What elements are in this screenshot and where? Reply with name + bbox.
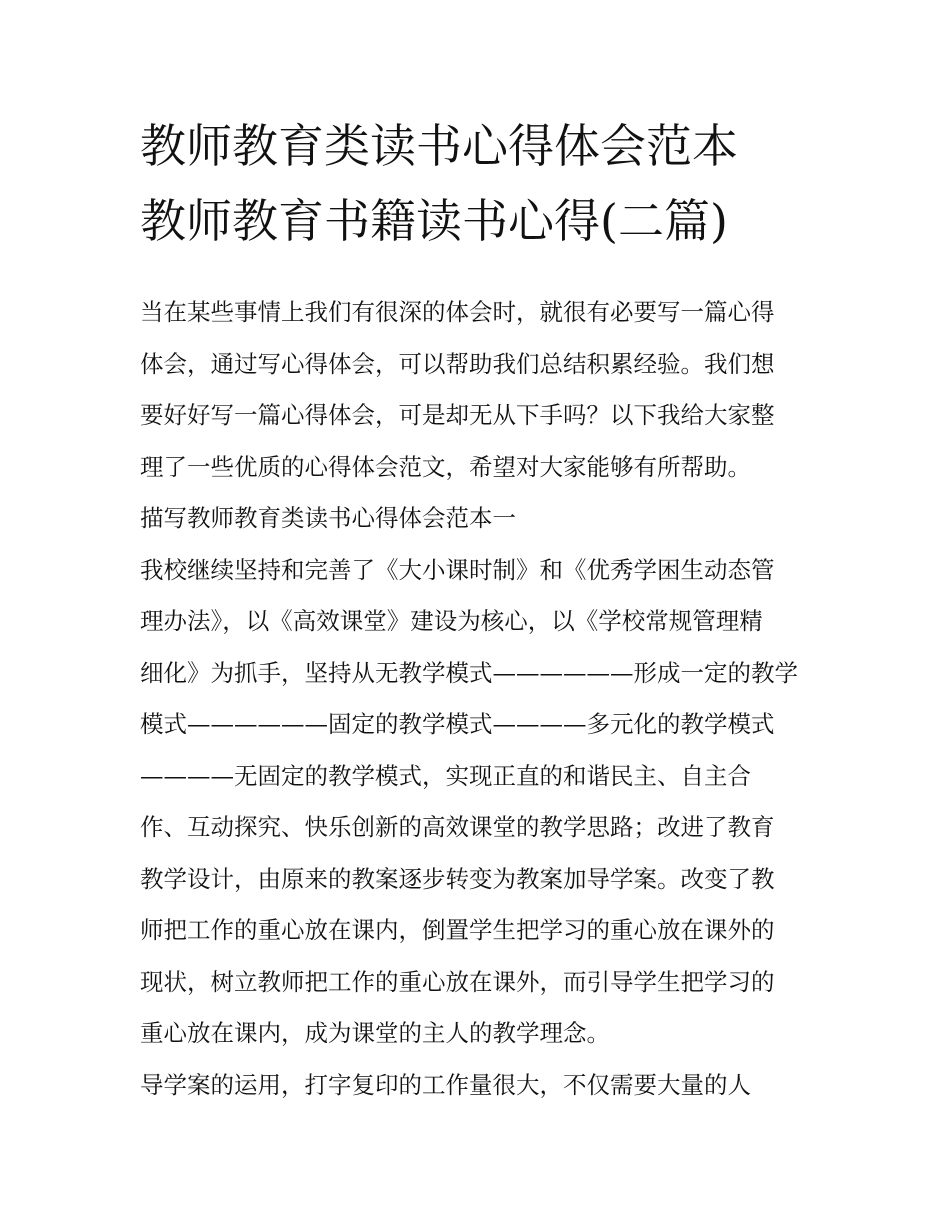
section-heading: 描写教师教育类读书心得体会范本一: [140, 504, 516, 532]
paragraph-line: 要好好写一篇心得体会，可是却无从下手吗？以下我给大家整: [140, 401, 775, 429]
paragraph-line: 教学设计，由原来的教案逐步转变为教案加导学案。改变了教: [140, 864, 775, 893]
paragraph-line: 现状，树立教师把工作的重心放在课外，而引导学生把学习的: [140, 967, 775, 996]
paragraph-line: 理办法》，以《高效课堂》建设为核心，以《学校常规管理精: [140, 607, 763, 635]
paragraph-line: ————无固定的教学模式，实现正直的和谐民主、自主合: [140, 761, 751, 790]
paragraph-line: 体会，通过写心得体会，可以帮助我们总结积累经验。我们想: [140, 349, 775, 378]
paragraph-line: 我校继续坚持和完善了《大小课时制》和《优秀学困生动态管: [140, 555, 775, 584]
document-page: [140, 114, 820, 1111]
document-title: [140, 114, 820, 253]
paragraph-line: 师把工作的重心放在课内，倒置学生把学习的重心放在课外的: [140, 916, 775, 944]
title-line-1: 教师教育类读书心得体会范本: [140, 119, 738, 173]
paragraph-line: 作、互动探究、快乐创新的高效课堂的教学思路；改进了教育: [140, 813, 775, 841]
title-line-2: 教师教育书籍读书心得(二篇): [140, 194, 728, 248]
paragraph-line: 细化》为抓手，坚持从无教学模式——————形成一定的教学: [140, 658, 798, 687]
document-body: [140, 287, 820, 1111]
paragraph-line: 模式——————固定的教学模式————多元化的教学模式: [140, 710, 775, 738]
paragraph-line: 当在某些事情上我们有很深的体会时，就很有必要写一篇心得: [140, 298, 775, 326]
paragraph-line: 重心放在课内，成为课堂的主人的教学理念。: [140, 1019, 610, 1047]
paragraph-line: 理了一些优质的心得体会范文，希望对大家能够有所帮助。: [140, 452, 751, 481]
paragraph-line: 导学案的运用，打字复印的工作量很大，不仅需要大量的人: [140, 1070, 751, 1099]
